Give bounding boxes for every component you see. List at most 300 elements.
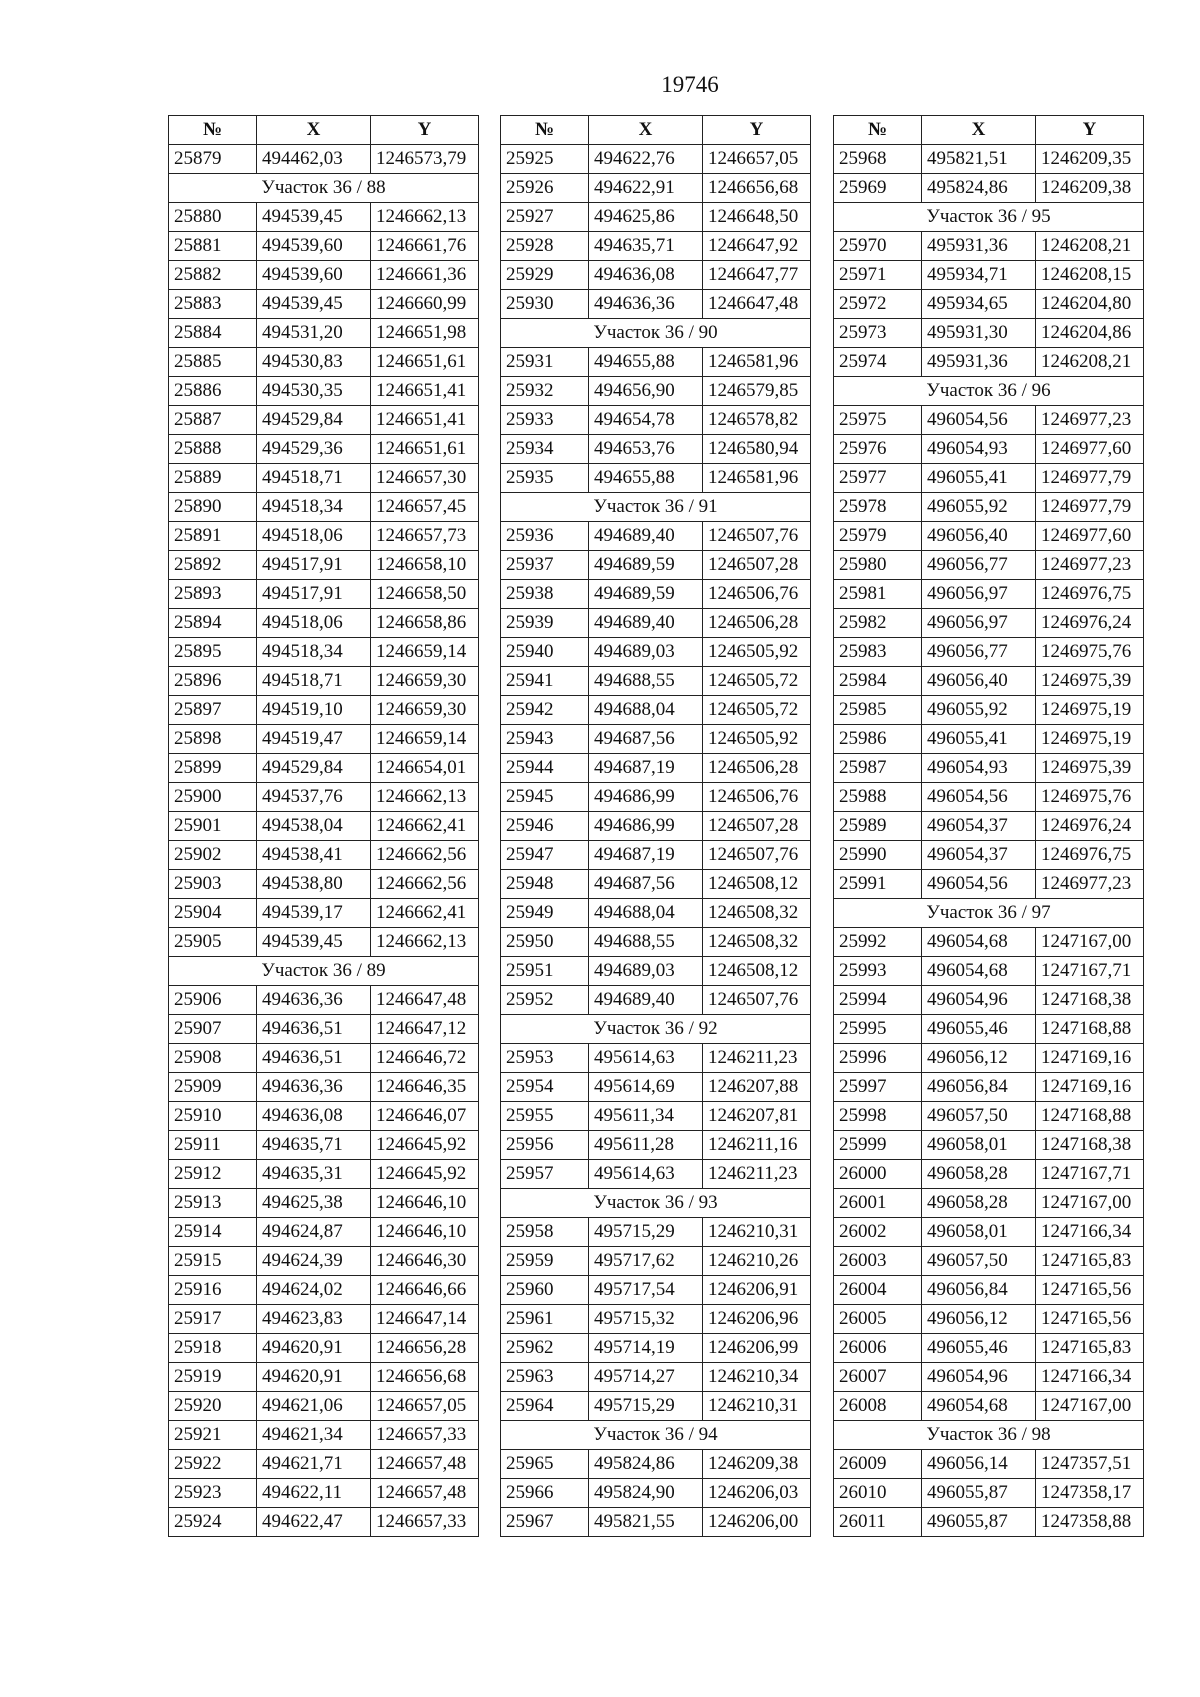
table-row [501, 1218, 811, 1247]
point-number-cell: 25975 [834, 406, 922, 435]
point-number-cell: 26006 [834, 1334, 922, 1363]
section-title: Участок 36 / 95 [834, 203, 1144, 232]
table-row [501, 899, 811, 928]
y-coordinate-cell: 1246646,35 [371, 1073, 479, 1102]
y-coordinate-cell: 1247167,71 [1036, 1160, 1144, 1189]
point-number-cell: 25891 [169, 522, 257, 551]
point-number-cell: 25898 [169, 725, 257, 754]
table-row [169, 1044, 479, 1073]
column-header-number: № [834, 116, 922, 145]
point-number-cell: 25971 [834, 261, 922, 290]
x-coordinate-cell: 494621,71 [257, 1450, 371, 1479]
x-coordinate-cell: 496056,12 [922, 1044, 1036, 1073]
x-coordinate-cell: 495931,36 [922, 348, 1036, 377]
table-row [834, 1015, 1144, 1044]
x-coordinate-cell: 494636,36 [589, 290, 703, 319]
point-number-cell: 25942 [501, 696, 589, 725]
point-number-cell: 25937 [501, 551, 589, 580]
y-coordinate-cell: 1246975,39 [1036, 754, 1144, 783]
table-row [169, 638, 479, 667]
table-row [834, 435, 1144, 464]
table-row [834, 464, 1144, 493]
x-coordinate-cell: 495714,19 [589, 1334, 703, 1363]
y-coordinate-cell: 1246506,28 [703, 609, 811, 638]
section-header-row [834, 899, 1144, 928]
point-number-cell: 26005 [834, 1305, 922, 1334]
column-header-number: № [169, 116, 257, 145]
point-number-cell: 25980 [834, 551, 922, 580]
y-coordinate-cell: 1247165,83 [1036, 1247, 1144, 1276]
table-row [834, 986, 1144, 1015]
table-row [834, 638, 1144, 667]
point-number-cell: 25911 [169, 1131, 257, 1160]
table-row [169, 1131, 479, 1160]
point-number-cell: 25984 [834, 667, 922, 696]
y-coordinate-cell: 1246657,05 [703, 145, 811, 174]
table-row [169, 580, 479, 609]
point-number-cell: 26011 [834, 1508, 922, 1537]
x-coordinate-cell: 495715,32 [589, 1305, 703, 1334]
table-row [501, 1044, 811, 1073]
section-title: Участок 36 / 97 [834, 899, 1144, 928]
x-coordinate-cell: 494687,56 [589, 870, 703, 899]
point-number-cell: 25998 [834, 1102, 922, 1131]
x-coordinate-cell: 496054,68 [922, 928, 1036, 957]
y-coordinate-cell: 1246660,99 [371, 290, 479, 319]
point-number-cell: 25966 [501, 1479, 589, 1508]
y-coordinate-cell: 1246208,15 [1036, 261, 1144, 290]
x-coordinate-cell: 494635,31 [257, 1160, 371, 1189]
point-number-cell: 25952 [501, 986, 589, 1015]
x-coordinate-cell: 496054,93 [922, 435, 1036, 464]
y-coordinate-cell: 1246651,61 [371, 435, 479, 464]
y-coordinate-cell: 1246975,76 [1036, 638, 1144, 667]
y-coordinate-cell: 1246977,23 [1036, 551, 1144, 580]
point-number-cell: 25947 [501, 841, 589, 870]
point-number-cell: 25959 [501, 1247, 589, 1276]
point-number-cell: 25902 [169, 841, 257, 870]
y-coordinate-cell: 1246662,13 [371, 203, 479, 232]
x-coordinate-cell: 495824,86 [922, 174, 1036, 203]
y-coordinate-cell: 1247169,16 [1036, 1073, 1144, 1102]
y-coordinate-cell: 1246507,76 [703, 841, 811, 870]
x-coordinate-cell: 494538,80 [257, 870, 371, 899]
y-coordinate-cell: 1246651,41 [371, 377, 479, 406]
table-row [834, 522, 1144, 551]
x-coordinate-cell: 496056,77 [922, 638, 1036, 667]
point-number-cell: 25926 [501, 174, 589, 203]
x-coordinate-cell: 495715,29 [589, 1392, 703, 1421]
x-coordinate-cell: 496054,37 [922, 841, 1036, 870]
x-coordinate-cell: 494518,06 [257, 522, 371, 551]
point-number-cell: 25972 [834, 290, 922, 319]
table-row [501, 1102, 811, 1131]
point-number-cell: 25889 [169, 464, 257, 493]
section-header-row [501, 1421, 811, 1450]
table-row [834, 1102, 1144, 1131]
table-row [501, 870, 811, 899]
table-row [501, 174, 811, 203]
table-row [501, 232, 811, 261]
x-coordinate-cell: 494655,88 [589, 464, 703, 493]
point-number-cell: 25999 [834, 1131, 922, 1160]
y-coordinate-cell: 1246975,76 [1036, 783, 1144, 812]
section-header-row [834, 377, 1144, 406]
y-coordinate-cell: 1246657,45 [371, 493, 479, 522]
table-row [169, 1160, 479, 1189]
x-coordinate-cell: 494635,71 [257, 1131, 371, 1160]
point-number-cell: 25992 [834, 928, 922, 957]
y-coordinate-cell: 1246581,96 [703, 348, 811, 377]
y-coordinate-cell: 1246206,91 [703, 1276, 811, 1305]
x-coordinate-cell: 494624,87 [257, 1218, 371, 1247]
x-coordinate-cell: 494688,55 [589, 667, 703, 696]
y-coordinate-cell: 1246204,86 [1036, 319, 1144, 348]
x-coordinate-cell: 494686,99 [589, 812, 703, 841]
point-number-cell: 25955 [501, 1102, 589, 1131]
table-row [169, 899, 479, 928]
point-number-cell: 25985 [834, 696, 922, 725]
point-number-cell: 25884 [169, 319, 257, 348]
x-coordinate-cell: 494539,45 [257, 203, 371, 232]
x-coordinate-cell: 496054,96 [922, 986, 1036, 1015]
x-coordinate-cell: 494517,91 [257, 580, 371, 609]
y-coordinate-cell: 1247166,34 [1036, 1218, 1144, 1247]
point-number-cell: 25982 [834, 609, 922, 638]
table-row [834, 725, 1144, 754]
section-title: Участок 36 / 96 [834, 377, 1144, 406]
x-coordinate-cell: 494688,55 [589, 928, 703, 957]
point-number-cell: 25951 [501, 957, 589, 986]
y-coordinate-cell: 1246977,23 [1036, 870, 1144, 899]
table-row [834, 406, 1144, 435]
point-number-cell: 25899 [169, 754, 257, 783]
column-header-x: X [257, 116, 371, 145]
table-row [169, 261, 479, 290]
x-coordinate-cell: 494689,03 [589, 957, 703, 986]
table-row [169, 1392, 479, 1421]
x-coordinate-cell: 494622,76 [589, 145, 703, 174]
x-coordinate-cell: 494623,83 [257, 1305, 371, 1334]
x-coordinate-cell: 495611,34 [589, 1102, 703, 1131]
point-number-cell: 25954 [501, 1073, 589, 1102]
table-row [169, 1015, 479, 1044]
table-row [169, 696, 479, 725]
x-coordinate-cell: 496056,97 [922, 609, 1036, 638]
table-row [834, 232, 1144, 261]
y-coordinate-cell: 1247357,51 [1036, 1450, 1144, 1479]
y-coordinate-cell: 1246505,92 [703, 638, 811, 667]
section-header-row [501, 319, 811, 348]
table-row [501, 203, 811, 232]
y-coordinate-cell: 1246209,38 [703, 1450, 811, 1479]
point-number-cell: 25916 [169, 1276, 257, 1305]
point-number-cell: 26007 [834, 1363, 922, 1392]
table-row [501, 464, 811, 493]
table-row [501, 1363, 811, 1392]
x-coordinate-cell: 494538,04 [257, 812, 371, 841]
table-row [834, 783, 1144, 812]
x-coordinate-cell: 495821,51 [922, 145, 1036, 174]
point-number-cell: 25958 [501, 1218, 589, 1247]
table-row [169, 754, 479, 783]
table-row [834, 696, 1144, 725]
table-row [169, 377, 479, 406]
table-row [169, 1189, 479, 1218]
table-row [501, 783, 811, 812]
x-coordinate-cell: 494518,06 [257, 609, 371, 638]
table-row [834, 667, 1144, 696]
table-row [169, 406, 479, 435]
y-coordinate-cell: 1246976,75 [1036, 580, 1144, 609]
table-row [501, 1508, 811, 1537]
table-row [169, 1305, 479, 1334]
y-coordinate-cell: 1246210,31 [703, 1218, 811, 1247]
coordinates-table-3 [833, 115, 1144, 1537]
point-number-cell: 25970 [834, 232, 922, 261]
point-number-cell: 25996 [834, 1044, 922, 1073]
point-number-cell: 25997 [834, 1073, 922, 1102]
y-coordinate-cell: 1246505,92 [703, 725, 811, 754]
y-coordinate-cell: 1247168,88 [1036, 1015, 1144, 1044]
y-coordinate-cell: 1246976,24 [1036, 812, 1144, 841]
y-coordinate-cell: 1247165,56 [1036, 1276, 1144, 1305]
table-row [501, 725, 811, 754]
x-coordinate-cell: 496056,97 [922, 580, 1036, 609]
y-coordinate-cell: 1246648,50 [703, 203, 811, 232]
table-row [501, 1305, 811, 1334]
x-coordinate-cell: 494622,11 [257, 1479, 371, 1508]
x-coordinate-cell: 494539,45 [257, 290, 371, 319]
x-coordinate-cell: 494462,03 [257, 145, 371, 174]
point-number-cell: 25890 [169, 493, 257, 522]
y-coordinate-cell: 1246646,10 [371, 1218, 479, 1247]
point-number-cell: 25948 [501, 870, 589, 899]
point-number-cell: 25895 [169, 638, 257, 667]
y-coordinate-cell: 1246207,88 [703, 1073, 811, 1102]
x-coordinate-cell: 494539,60 [257, 261, 371, 290]
table-row [834, 1160, 1144, 1189]
x-coordinate-cell: 494624,39 [257, 1247, 371, 1276]
point-number-cell: 25993 [834, 957, 922, 986]
table-row [834, 580, 1144, 609]
table-row [169, 203, 479, 232]
point-number-cell: 26004 [834, 1276, 922, 1305]
table-row [169, 1363, 479, 1392]
y-coordinate-cell: 1246647,48 [371, 986, 479, 1015]
y-coordinate-cell: 1246657,33 [371, 1508, 479, 1537]
x-coordinate-cell: 494653,76 [589, 435, 703, 464]
x-coordinate-cell: 494636,08 [589, 261, 703, 290]
x-coordinate-cell: 494519,47 [257, 725, 371, 754]
point-number-cell: 25960 [501, 1276, 589, 1305]
x-coordinate-cell: 494539,17 [257, 899, 371, 928]
table-row [169, 1508, 479, 1537]
table-row [834, 1247, 1144, 1276]
point-number-cell: 25882 [169, 261, 257, 290]
y-coordinate-cell: 1246505,72 [703, 667, 811, 696]
point-number-cell: 25990 [834, 841, 922, 870]
y-coordinate-cell: 1246662,56 [371, 870, 479, 899]
table-row [501, 812, 811, 841]
x-coordinate-cell: 496056,40 [922, 522, 1036, 551]
point-number-cell: 25953 [501, 1044, 589, 1073]
table-row [834, 609, 1144, 638]
table-row [501, 667, 811, 696]
y-coordinate-cell: 1247168,38 [1036, 1131, 1144, 1160]
table-header-row [169, 116, 479, 145]
point-number-cell: 25885 [169, 348, 257, 377]
x-coordinate-cell: 496055,41 [922, 464, 1036, 493]
y-coordinate-cell: 1246662,41 [371, 812, 479, 841]
point-number-cell: 25880 [169, 203, 257, 232]
table-row [834, 145, 1144, 174]
y-coordinate-cell: 1246206,99 [703, 1334, 811, 1363]
x-coordinate-cell: 495934,71 [922, 261, 1036, 290]
point-number-cell: 25978 [834, 493, 922, 522]
point-number-cell: 25919 [169, 1363, 257, 1392]
x-coordinate-cell: 494689,59 [589, 580, 703, 609]
table-row [834, 1508, 1144, 1537]
table-row [169, 464, 479, 493]
section-header-row [501, 493, 811, 522]
table-row [834, 1218, 1144, 1247]
point-number-cell: 26003 [834, 1247, 922, 1276]
point-number-cell: 25913 [169, 1189, 257, 1218]
point-number-cell: 25961 [501, 1305, 589, 1334]
y-coordinate-cell: 1246506,76 [703, 783, 811, 812]
point-number-cell: 25944 [501, 754, 589, 783]
x-coordinate-cell: 494625,86 [589, 203, 703, 232]
table-row [169, 667, 479, 696]
table-row [169, 1276, 479, 1305]
x-coordinate-cell: 494689,59 [589, 551, 703, 580]
x-coordinate-cell: 496054,37 [922, 812, 1036, 841]
y-coordinate-cell: 1247165,56 [1036, 1305, 1144, 1334]
y-coordinate-cell: 1246506,76 [703, 580, 811, 609]
y-coordinate-cell: 1246977,79 [1036, 493, 1144, 522]
section-title: Участок 36 / 90 [501, 319, 811, 348]
y-coordinate-cell: 1246654,01 [371, 754, 479, 783]
x-coordinate-cell: 494655,88 [589, 348, 703, 377]
x-coordinate-cell: 496055,92 [922, 696, 1036, 725]
x-coordinate-cell: 495821,55 [589, 1508, 703, 1537]
point-number-cell: 25986 [834, 725, 922, 754]
x-coordinate-cell: 496054,56 [922, 406, 1036, 435]
table-row [169, 290, 479, 319]
x-coordinate-cell: 496054,68 [922, 957, 1036, 986]
point-number-cell: 25964 [501, 1392, 589, 1421]
y-coordinate-cell: 1246508,12 [703, 957, 811, 986]
point-number-cell: 26002 [834, 1218, 922, 1247]
y-coordinate-cell: 1246210,34 [703, 1363, 811, 1392]
point-number-cell: 25897 [169, 696, 257, 725]
y-coordinate-cell: 1246645,92 [371, 1131, 479, 1160]
x-coordinate-cell: 494518,71 [257, 464, 371, 493]
point-number-cell: 26008 [834, 1392, 922, 1421]
point-number-cell: 25976 [834, 435, 922, 464]
y-coordinate-cell: 1246210,26 [703, 1247, 811, 1276]
x-coordinate-cell: 494529,36 [257, 435, 371, 464]
x-coordinate-cell: 496056,84 [922, 1276, 1036, 1305]
table-row [501, 1450, 811, 1479]
point-number-cell: 25956 [501, 1131, 589, 1160]
table-row [169, 1218, 479, 1247]
x-coordinate-cell: 494517,91 [257, 551, 371, 580]
y-coordinate-cell: 1246659,30 [371, 667, 479, 696]
y-coordinate-cell: 1246662,13 [371, 928, 479, 957]
x-coordinate-cell: 496058,01 [922, 1218, 1036, 1247]
section-title: Участок 36 / 94 [501, 1421, 811, 1450]
table-row [501, 551, 811, 580]
point-number-cell: 25918 [169, 1334, 257, 1363]
table-row [834, 841, 1144, 870]
table-row [169, 319, 479, 348]
y-coordinate-cell: 1246506,28 [703, 754, 811, 783]
x-coordinate-cell: 496058,01 [922, 1131, 1036, 1160]
x-coordinate-cell: 494635,71 [589, 232, 703, 261]
table-row [169, 986, 479, 1015]
y-coordinate-cell: 1246209,38 [1036, 174, 1144, 203]
y-coordinate-cell: 1246208,21 [1036, 348, 1144, 377]
y-coordinate-cell: 1246976,24 [1036, 609, 1144, 638]
section-header-row [501, 1015, 811, 1044]
table-row [501, 261, 811, 290]
table-header-row [501, 116, 811, 145]
y-coordinate-cell: 1246658,50 [371, 580, 479, 609]
y-coordinate-cell: 1246580,94 [703, 435, 811, 464]
point-number-cell: 25946 [501, 812, 589, 841]
column-header-y: Y [703, 116, 811, 145]
table-row [169, 870, 479, 899]
column-header-y: Y [1036, 116, 1144, 145]
x-coordinate-cell: 494625,38 [257, 1189, 371, 1218]
table-row [834, 957, 1144, 986]
point-number-cell: 25925 [501, 145, 589, 174]
section-header-row [169, 174, 479, 203]
x-coordinate-cell: 494519,10 [257, 696, 371, 725]
y-coordinate-cell: 1247168,38 [1036, 986, 1144, 1015]
y-coordinate-cell: 1246507,28 [703, 812, 811, 841]
table-row [834, 928, 1144, 957]
table-row [169, 1334, 479, 1363]
y-coordinate-cell: 1246578,82 [703, 406, 811, 435]
y-coordinate-cell: 1246659,14 [371, 725, 479, 754]
point-number-cell: 25973 [834, 319, 922, 348]
table-row [501, 348, 811, 377]
point-number-cell: 25910 [169, 1102, 257, 1131]
section-header-row [501, 1189, 811, 1218]
point-number-cell: 25894 [169, 609, 257, 638]
x-coordinate-cell: 494529,84 [257, 406, 371, 435]
table-row [169, 522, 479, 551]
x-coordinate-cell: 495931,36 [922, 232, 1036, 261]
y-coordinate-cell: 1246209,35 [1036, 145, 1144, 174]
y-coordinate-cell: 1246657,30 [371, 464, 479, 493]
y-coordinate-cell: 1246645,92 [371, 1160, 479, 1189]
point-number-cell: 25950 [501, 928, 589, 957]
y-coordinate-cell: 1246977,60 [1036, 435, 1144, 464]
y-coordinate-cell: 1246658,86 [371, 609, 479, 638]
point-number-cell: 25981 [834, 580, 922, 609]
y-coordinate-cell: 1246204,80 [1036, 290, 1144, 319]
x-coordinate-cell: 494518,34 [257, 493, 371, 522]
y-coordinate-cell: 1246647,12 [371, 1015, 479, 1044]
y-coordinate-cell: 1246508,32 [703, 899, 811, 928]
y-coordinate-cell: 1247165,83 [1036, 1334, 1144, 1363]
y-coordinate-cell: 1246659,14 [371, 638, 479, 667]
x-coordinate-cell: 494531,20 [257, 319, 371, 348]
